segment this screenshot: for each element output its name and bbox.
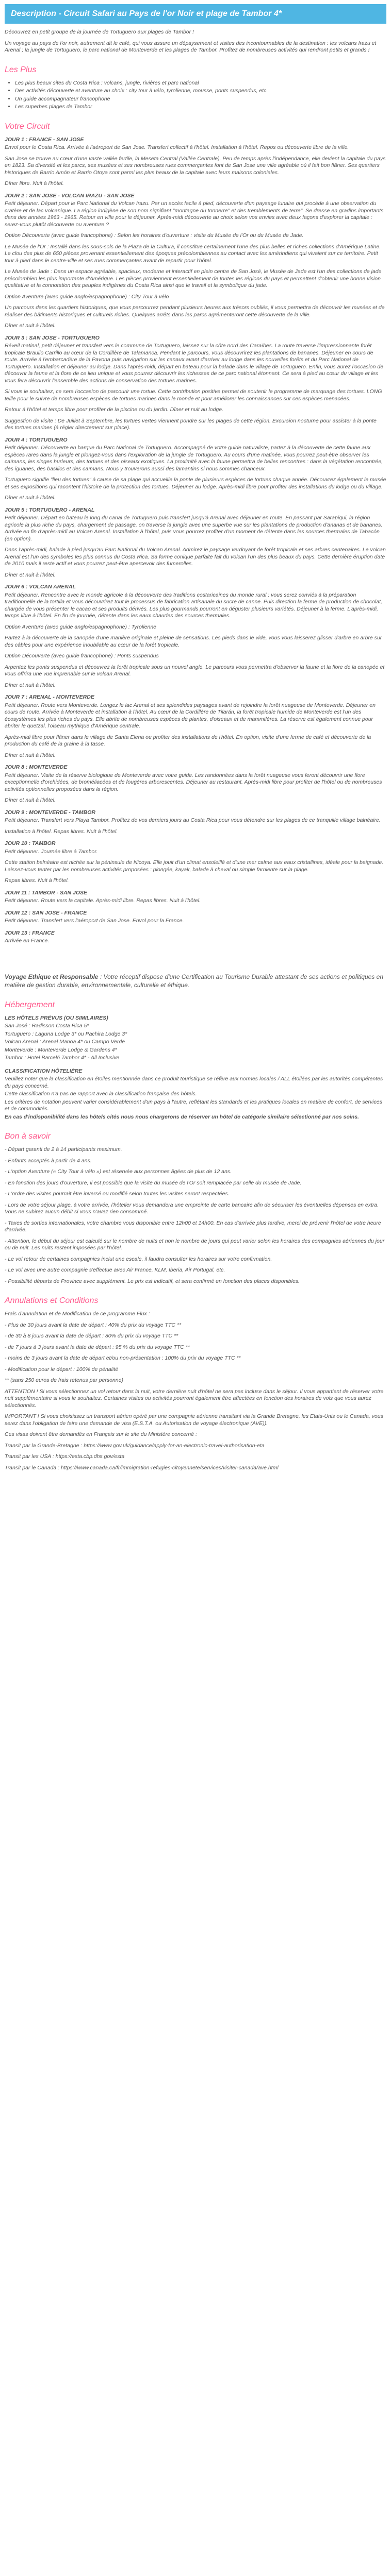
itinerary-day xyxy=(5,910,386,925)
day-paragraph: Partez à la découverte de la canopée d'une manière originale et pleine de sensations. Les pieds dans le vide, vous vous laisserez glisser d'arbre en arbre sur des câbles pour une expérience inoubliable au cœur de la forêt tropicale. xyxy=(5,635,382,648)
itinerary-day xyxy=(5,840,386,885)
day-paragraph: Petit déjeuner. Transfert vers Playa Tambor. Profitez de vos derniers jours au Costa Rica pour vous détendre sur les plages de ce tranquille village balnéaire. xyxy=(5,817,381,823)
list-item: • Un guide accompagnateur francophone xyxy=(15,96,386,103)
itinerary-heading: Votre Circuit xyxy=(5,122,50,131)
itinerary-day xyxy=(5,137,386,188)
plus-heading: Les Plus xyxy=(5,65,37,74)
list-item: - En fonction des jours d'ouverture, il est possible que la visite du musée de l'Or soit remplacée par celle du musée de Jade. xyxy=(5,1179,302,1186)
hotel-line: Tambor : Hotel Barceló Tambor 4* - All Inclusive xyxy=(5,1055,120,1061)
day-paragraph: Petit déjeuner. Route vers la capitale. Après-midi libre. Repas libres. Nuit à l'hôtel. xyxy=(5,897,201,904)
classification-text: En cas d'indisponibilité dans les hôtels cités nous nous chargerons de réserver un hôtel de catégorie similaire sélectionné par nos soins. xyxy=(5,1113,359,1120)
itinerary-day xyxy=(5,584,386,689)
day-paragraph: Option Découverte (avec guide francophone) : Ponts suspendus xyxy=(5,653,159,659)
day-paragraph: Suggestion de visite : De Juillet à Septembre, les tortues vertes viennent pondre sur les plages de cette région. Excursion nocturne pour assister à la ponte des tortues marines (à régler directement sur place). xyxy=(5,417,377,431)
hotels-block xyxy=(5,1015,386,1121)
day-title: JOUR 6 : VOLCAN ARENAL xyxy=(5,584,76,590)
list-item: - Possibilité départs de Province avec supplément. Le prix est indicatif, et sera confirmé en fonction des places disponibles. xyxy=(5,1278,300,1284)
day-title: JOUR 11 : TAMBOR - SAN JOSE xyxy=(5,889,88,896)
day-title: JOUR 5 : TORTUGUERO - ARENAL xyxy=(5,506,95,513)
list-item: • Les superbes plages de Tambor xyxy=(15,104,386,111)
itinerary-day xyxy=(5,193,386,330)
plus-list xyxy=(5,80,386,111)
list-item: - de 30 à 8 jours avant la date de départ : 80% du prix du voyage TTC ** xyxy=(5,1333,178,1339)
day-title: JOUR 13 : FRANCE xyxy=(5,929,55,936)
day-title: JOUR 7 : ARENAL - MONTEVERDE xyxy=(5,694,94,700)
annulation-block xyxy=(5,1311,386,1471)
voyage-ethique-note xyxy=(5,973,386,989)
day-paragraph: Petit déjeuner. Départ en bateau le long du canal de Tortuguero puis transfert jusqu'à Arenal avec déjeuner en route. En passant par Sarapiqui, la région agricole la plus riche du pays, chargement de passage, on traverse la jungle avec une superbe vue sur les plantations de production d'ananas et de bananes. Arrivée en fin d'après-midi au Volcan Arenal. Installation à l'hôtel, puis vous pourrez profiter d'un moment de détente dans les sources thermales de Tabacón (en option). xyxy=(5,515,383,542)
hebergement-heading: Hébergement xyxy=(5,1000,55,1009)
list-item: - de 7 jours à 3 jours avant la date de départ : 95 % du prix du voyage TTC ** xyxy=(5,1344,190,1350)
day-paragraph: Le Musée de l'Or : Installé dans les sous-sols de la Plaza de la Cultura, il constitue certainement l'une des plus belles et riches collections d'Amérique Latine. Le clou des plus de 650 pièces provenant essentiellement des époques précolombiennes au contact avec les amérindiens qui vivaient sur ce territoire. Petit tour à pied dans le centre-ville et ses rues commerçantes avant de repartir pour l'hôtel. xyxy=(5,243,381,264)
day-paragraph: Petit déjeuner. Départ pour le Parc National du Volcan Irazu. Par un accès facile à pied, découverte d'un paysage lunaire qui procède à une observation du cratère et de lac volcanique. La région indigène de son nom signifiant "montagne du tonnerre" et des tremblements de terre". Se dresse en gradins importants dans des années 1963 - 1965. Retour en ville pour le déjeuner. Après-midi découverte au choix selon vos envies avec deux façons d'explorer la capitale : serez-vous plutôt découverte ou aventure ? xyxy=(5,200,384,228)
itinerary-day xyxy=(5,930,386,945)
day-paragraph: Petit déjeuner. Route vers Monteverde. Longez le lac Arenal et ses splendides paysages avant de rejoindre la forêt nuageuse de Monteverde. Déjeuner en cours de route. Arrivée à Monteverde et installation à l'hôtel. Au cœur de la Cordillère de Tilarán, la forêt tropicale humide de Monteverde est l'un des écosystèmes les plus riches du pays. Elle abrite de nombreuses espèces de plantes, d'oiseaux et de mammifères. La réserve est également connue pour abriter le quetzal, l'oiseau mythique d'Amérique centrale. xyxy=(5,702,376,729)
day-paragraph: Dîner et nuit à l'hôtel. xyxy=(5,752,56,758)
page xyxy=(0,4,391,1471)
intro-paragraph: Un voyage au pays de l'or noir, autrement dit le café, qui vous assure un dépaysement et visites des incontournables de la destination : les volcans Irazu et Arenal ; la jungle de Tortuguero, le parc national de Monteverde et les plages de Tambor. Profitez de nombreuses activités qui rendront petits et grands ! xyxy=(5,40,377,53)
annulation-paragraph: IMPORTANT ! Si vous choisissez un transport aérien opéré par une compagnie aérienne transitant via la Grande Bretagne, les Etats-Unis ou le Canada, vous serez dans l'obligation de faire une demande de visa (E.S.T.A. ou Autorisation de voyage électronique (AVE)). xyxy=(5,1413,383,1427)
day-title: JOUR 3 : SAN JOSE - TORTUGUERO xyxy=(5,334,100,341)
day-paragraph: Dîner libre. Nuit à l'hôtel. xyxy=(5,180,64,187)
hotels-subtitle: LES HÔTELS PRÉVUS (OU SIMILAIRES) xyxy=(5,1014,108,1021)
itinerary-day xyxy=(5,764,386,804)
day-paragraph: Un parcours dans les quartiers historiques, que vous parcourrez pendant plusieurs heures aux trésors oubliés, il vous permettra de découvrir les musées et de réaliser des bâtiments historiques et culturels riches. Quelques arrêts dans les parcs agrémenteront cette découverte de la ville. xyxy=(5,304,385,318)
day-paragraph: Dans l'après-midi, balade à pied jusqu'au Parc National du Volcan Arenal. Admirez le paysage verdoyant de forêt tropicale et ses arbres centenaires. Le volcan Arenal est l'un des symboles les plus connus du Costa Rica. Sa forme conique parfaite fait du volcan l'un des plus beaux du pays. Cette dernière éruption date de 2010 mais il reste actif et vous pourrez peut-être apercevoir des fumerolles. xyxy=(5,547,386,567)
itinerary-day xyxy=(5,890,386,905)
annulation-paragraph: Transit par le Canada : https://www.canada.ca/fr/immigration-refugies-citoyennete/services/visiter-canada/ave.html xyxy=(5,1464,279,1471)
list-item: - Attention, le début du séjour est calculé sur le nombre de nuits et non le nombre de jours qui peut varier selon les horaires des compagnies aériennes du jour ou de nuit. Les nuits restent imposées par l'hôtel. xyxy=(5,1238,385,1251)
day-paragraph: Arrivée en France. xyxy=(5,938,50,944)
itinerary-day xyxy=(5,809,386,836)
list-item: - Le vol avec une autre compagnie s'effectue avec Air France, KLM, Iberia, Air Portugal, etc. xyxy=(5,1267,225,1273)
day-paragraph: Réveil matinal, petit déjeuner et transfert vers le commune de Tortuguero, laissez sur la côte nord des Caraïbes. La route traverse l'impressionnante forêt tropicale Braulio Carrillo au cœur de la Cordillère de Talamanca. Pendant le parcours, vous découvrirez les plantations de bananes. Déjeuner en cours de route. Arrivée à l'embarcadère de la Pavona puis navigation sur les canaux avant d'arriver au lodge dans les nouvelles forêts et du Parc National de Tortuguero. Installation et déjeuner au lodge. Dans l'après-midi, départ en bateau pour la balade dans le village de Tortuguero. Enfin, vous aurez l'occasion de découvrir la faune et la flore de ce lieu unique et vous pourrez découvrir les richesses de ce parc national étonnant. Ce sera à pied au cœur du village et les vous fera découvrir l'ensemble des actions de conservation des tortues marines. xyxy=(5,343,384,384)
annulation-intro: Frais d'annulation et de Modification de ce programme Flux : xyxy=(5,1311,150,1317)
bon-savoir-list xyxy=(5,1146,386,1285)
hotel-line: Tortuguero : Laguna Lodge 3* ou Pachira Lodge 3* xyxy=(5,1030,127,1037)
itinerary-day xyxy=(5,694,386,759)
list-item: - Départ garanti de 2 à 14 participants maximum. xyxy=(5,1146,122,1153)
classification-text: Veuillez noter que la classification en étoiles mentionnée dans ce produit touristique se réfère aux normes locales / ALL étoilées par les autorités compétentes du pays concerné. xyxy=(5,1076,383,1089)
day-title: JOUR 4 : TORTUGUERO xyxy=(5,436,68,443)
list-item: - Modification pour le départ : 100% de pénalité xyxy=(5,1366,119,1372)
list-item: • Les plus beaux sites du Costa Rica : volcans, jungle, rivières et parc national xyxy=(15,80,386,87)
day-paragraph: Option Découverte (avec guide francophone) : Selon les horaires d'ouverture : visite du Musée de l'Or ou du Musée de Jade. xyxy=(5,232,304,239)
list-item: • Des activités découverte et aventure au choix : city tour à vélo, tyrolienne, mousse, ponts suspendus, etc. xyxy=(15,88,386,95)
intro-line: Découvrez en petit groupe de la journée de Tortuguero aux plages de Tambor ! xyxy=(5,29,194,35)
list-item: - L'ordre des visites pourrait être inversé ou modifié selon toutes les visites seront respectées. xyxy=(5,1191,230,1197)
day-title: JOUR 10 : TAMBOR xyxy=(5,840,56,846)
day-paragraph: Dîner et nuit à l'hôtel. xyxy=(5,571,56,578)
day-paragraph: Option Aventure (avec guide anglo/espagnophone) : Tyrolienne xyxy=(5,623,157,630)
list-item: - moins de 3 jours avant la date de départ et/ou non-présentation : 100% du prix du voyage TTC ** xyxy=(5,1355,241,1361)
day-paragraph: Arpentez les ponts suspendus et découvrez la forêt tropicale sous un nouvel angle. Le parcours vous permettra d'observer la faune et la flore de la canopée et vous offrira une vue imprenable sur le volcan Arenal. xyxy=(5,664,385,677)
day-title: JOUR 2 : SAN JOSE - VOLCAN IRAZU - SAN JOSE xyxy=(5,192,135,199)
day-paragraph: Petit déjeuner. Journée libre à Tambor. xyxy=(5,848,98,855)
annulation-paragraph: Transit par la Grande-Bretagne : https://www.gov.uk/guidance/apply-for-an-electronic-travel-authorisation-eta xyxy=(5,1442,265,1449)
day-paragraph: Petit déjeuner. Rencontre avec le monde agricole à la découverte des traditions costaricaines du monde rural : vous serez conviés à la préparation traditionnelle de la tortilla et vous découvrirez tout le processus de fabrication artisanale du sucre de canne. Puis direction la ferme de production de chocolat, chargée de vous présenter le cacao et ses produits dérivés. Les plus gourmands pourront en déguster plusieurs variétés. Déjeuner à la ferme. L'après-midi, temps libre à l'hôtel. En fin de journée, détente dans les eaux chaudes des sources thermales. xyxy=(5,591,382,619)
voyage-ethique-text: : Votre réceptif dispose d'une Certification au Tourisme Durable attestant de ses actions et politiques en matière de gestion durable, environnementale, culturelle et éthique. xyxy=(5,973,383,989)
itinerary-days xyxy=(5,137,386,945)
hotel-line: Monteverde : Monteverde Lodge & Gardens 4* xyxy=(5,1046,117,1053)
itinerary-day xyxy=(5,437,386,502)
day-paragraph: Dîner et nuit à l'hôtel. xyxy=(5,682,56,688)
day-paragraph: Dîner et nuit à l'hôtel. xyxy=(5,797,56,803)
day-paragraph: Installation à l'hôtel. Repas libres. Nuit à l'hôtel. xyxy=(5,828,118,835)
day-paragraph: Petit déjeuner. Découverte en barque du Parc National de Tortuguero. Accompagné de votre guide naturaliste, partez à la découverte de cette faune aux espèces rares dans la jungle et plongez-vous dans l'exploration de la jungle de Tortuguero. Au cours d'une matinée, vous pourrez peut-être observer les caïmans, les singes hurleurs, des tortues et des oiseaux exotiques. La proximité avec la faune permettra de belles rencontres : dans la végétation rencontrée, des iguanes, des basilics et des caïmans. Nous y trouverons aussi des lamantins si nous sommes chanceux. xyxy=(5,445,383,472)
day-paragraph: Cette station balnéaire est nichée sur la péninsule de Nicoya. Elle jouit d'un climat ensoleillé et d'une mer calme aux eaux cristallines, idéale pour la baignade. Laissez-vous tenter par les nombreuses activités proposées : plongée, kayak, balade à cheval ou simple farniente sur la plage. xyxy=(5,859,384,873)
list-item: - Enfants acceptés à partir de 4 ans. xyxy=(5,1157,92,1164)
page-title-banner: Description - Circuit Safari au Pays de l'or Noir et plage de Tambor 4* xyxy=(5,4,386,24)
day-paragraph: San Jose se trouve au cœur d'une vaste vallée fertile, la Meseta Central (Vallée Centrale). Peu de temps après l'indépendance, elle devient la capitale du pays en 1823. Sa diversité et les parcs, ses musées et ses nombreuses rues commerçantes font de San Jose une ville agréable où il fait bon flâner. Ses quartiers historiques de Barrio Amón et Barrio Otoya sont parmi les plus beaux de la capitale avec leurs maisons coloniales. xyxy=(5,155,386,176)
list-item: - Lors de votre séjour plage, à votre arrivée, l'hôtelier vous demandera une empreinte de carte bancaire afin de sécuriser les éventuelles dépenses en extra. Vous ne subirez aucun débit si vous n'avez rien consommé. xyxy=(5,1201,379,1215)
day-title: JOUR 1 : FRANCE - SAN JOSE xyxy=(5,136,84,143)
day-paragraph: Si vous le souhaitez, ce sera l'occasion de parcourir une tortue. Cette contribution positive permet de soutenir le programme de marquage des tortues. LONG tellle pour le suivre de nombreuses espèces de tortues marines dans le monde et pour améliorer les connaissances sur ces espèces menacées. xyxy=(5,388,382,402)
classification-text: Les critères de notation peuvent varier considérablement d'un pays à l'autre, reflétant les standards et les pratiques locales en matière de confort, de services et de commodités. xyxy=(5,1098,382,1112)
voyage-ethique-title: Voyage Ethique et Responsable xyxy=(5,973,99,980)
itinerary-day xyxy=(5,335,386,432)
day-paragraph: Retour à l'hôtel et temps libre pour profiter de la piscine ou du jardin. Dîner et nuit au lodge. xyxy=(5,406,223,413)
list-item: - Taxes de sorties internationales, votre chambre vous disponible entre 12h00 et 14h00. En cas d'arrivée plus tardive, merci de prévenir l'hôtel de votre heure d'arrivée. xyxy=(5,1219,381,1233)
day-paragraph: Option Aventure (avec guide anglo/espagnophone) : City Tour à vélo xyxy=(5,293,169,300)
day-paragraph: Après-midi libre pour flâner dans le village de Santa Elena ou profiter des installations de l'hôtel. En option, visite d'une ferme de café et découverte de la production du café de la graine à la tasse. xyxy=(5,734,371,747)
day-paragraph: Le Musée de Jade : Dans un espace agréable, spacieux, moderne et interactif en plein centre de San José, le Musée de Jade est l'un des collections de jade précolombien les plus importante d'Amérique. Les pièces proviennent essentiellement de toutes les régions du pays et permettent d'obtenir une bonne vision qualitative et la connotation des peuples indigènes du Costa Rica ainsi que le travail et la symbolique du jade. xyxy=(5,268,382,289)
hotel-line: San José : Radisson Costa Rica 5* xyxy=(5,1023,89,1029)
intro xyxy=(5,29,386,54)
classification-title: CLASSIFICATION HÔTELIÈRE xyxy=(5,1067,83,1074)
day-paragraph: Dîner et nuit à l'hôtel. xyxy=(5,323,56,329)
list-item: ** (sans 250 euros de frais retenus par personne) xyxy=(5,1377,123,1383)
day-paragraph: Tortuguero signifie "lieu des tortues" à cause de sa plage qui accueille la ponte de plusieurs espèces de tortues chaque année. Découvrez également le musée et ses expositions qui racontent l'histoire de la protection des tortues. Déjeuner au lodge. Après-midi libre pour profiter des installations du lodge ou du village. xyxy=(5,477,386,490)
annulation-paragraph: ATTENTION ! Si vous sélectionnez un vol retour dans la nuit, votre dernière nuit d'hôtel ne sera pas incluse dans le séjour. Il vous appartient de réserver votre nuit supplémentaire si vous le souhaitez. Certaines visites ou activités pourront également être affectées en fonction des horaires de vols que vous aurez sélectionnés. xyxy=(5,1388,384,1409)
day-paragraph: Petit déjeuner. Transfert vers l'aéroport de San Jose. Envol pour la France. xyxy=(5,918,184,924)
classification-text: Cette classification n'a pas de rapport avec la classification française des hôtels. xyxy=(5,1091,197,1097)
day-title: JOUR 8 : MONTEVERDE xyxy=(5,764,68,770)
day-paragraph: Envol pour le Costa Rica. Arrivée à l'aéroport de San Jose. Transfert collectif à l'hôtel. Installation à l'hôtel. Repos ou découverte libre de la ville. xyxy=(5,144,349,150)
day-paragraph: Repas libres. Nuit à l'hôtel. xyxy=(5,877,69,884)
annulation-heading: Annulations et Conditions xyxy=(5,1296,99,1305)
annulation-paragraph: Ces visas doivent être demandés en Français sur le site du Ministère concerné : xyxy=(5,1431,197,1437)
list-item: - L'option Aventure (« City Tour à vélo ») est réservée aux personnes âgées de plus de 12 ans. xyxy=(5,1168,232,1175)
day-paragraph: Dîner et nuit à l'hôtel. xyxy=(5,495,56,501)
itinerary-day xyxy=(5,507,386,579)
list-item: - Plus de 30 jours avant la date de départ : 40% du prix du voyage TTC ** xyxy=(5,1321,182,1328)
day-title: JOUR 9 : MONTEVERDE - TAMBOR xyxy=(5,809,95,816)
annulation-paragraph: Transit par les USA : https://esta.cbp.dhs.gov/esta xyxy=(5,1453,125,1460)
hotel-line: Volcan Arenal : Arenal Manoa 4* ou Campo Verde xyxy=(5,1039,125,1045)
bon-savoir-heading: Bon à savoir xyxy=(5,1132,51,1141)
day-paragraph: Petit déjeuner. Visite de la réserve biologique de Monteverde avec votre guide. Les randonnées dans la forêt nuageuse vous feront découvrir une flore exceptionnelle d'orchidées, de broméliacées et de fougères arborescentes. Déjeuner au restaurant. Après-midi libre pour profiter de l'hôtel ou de nombreuses activités optionnelles proposées dans la région. xyxy=(5,772,382,792)
list-item: - Le vol retour de certaines compagnies inclut une escale, il faudra consulter les horaires sur votre confirmation. xyxy=(5,1256,272,1262)
day-title: JOUR 12 : SAN JOSE - FRANCE xyxy=(5,909,87,916)
